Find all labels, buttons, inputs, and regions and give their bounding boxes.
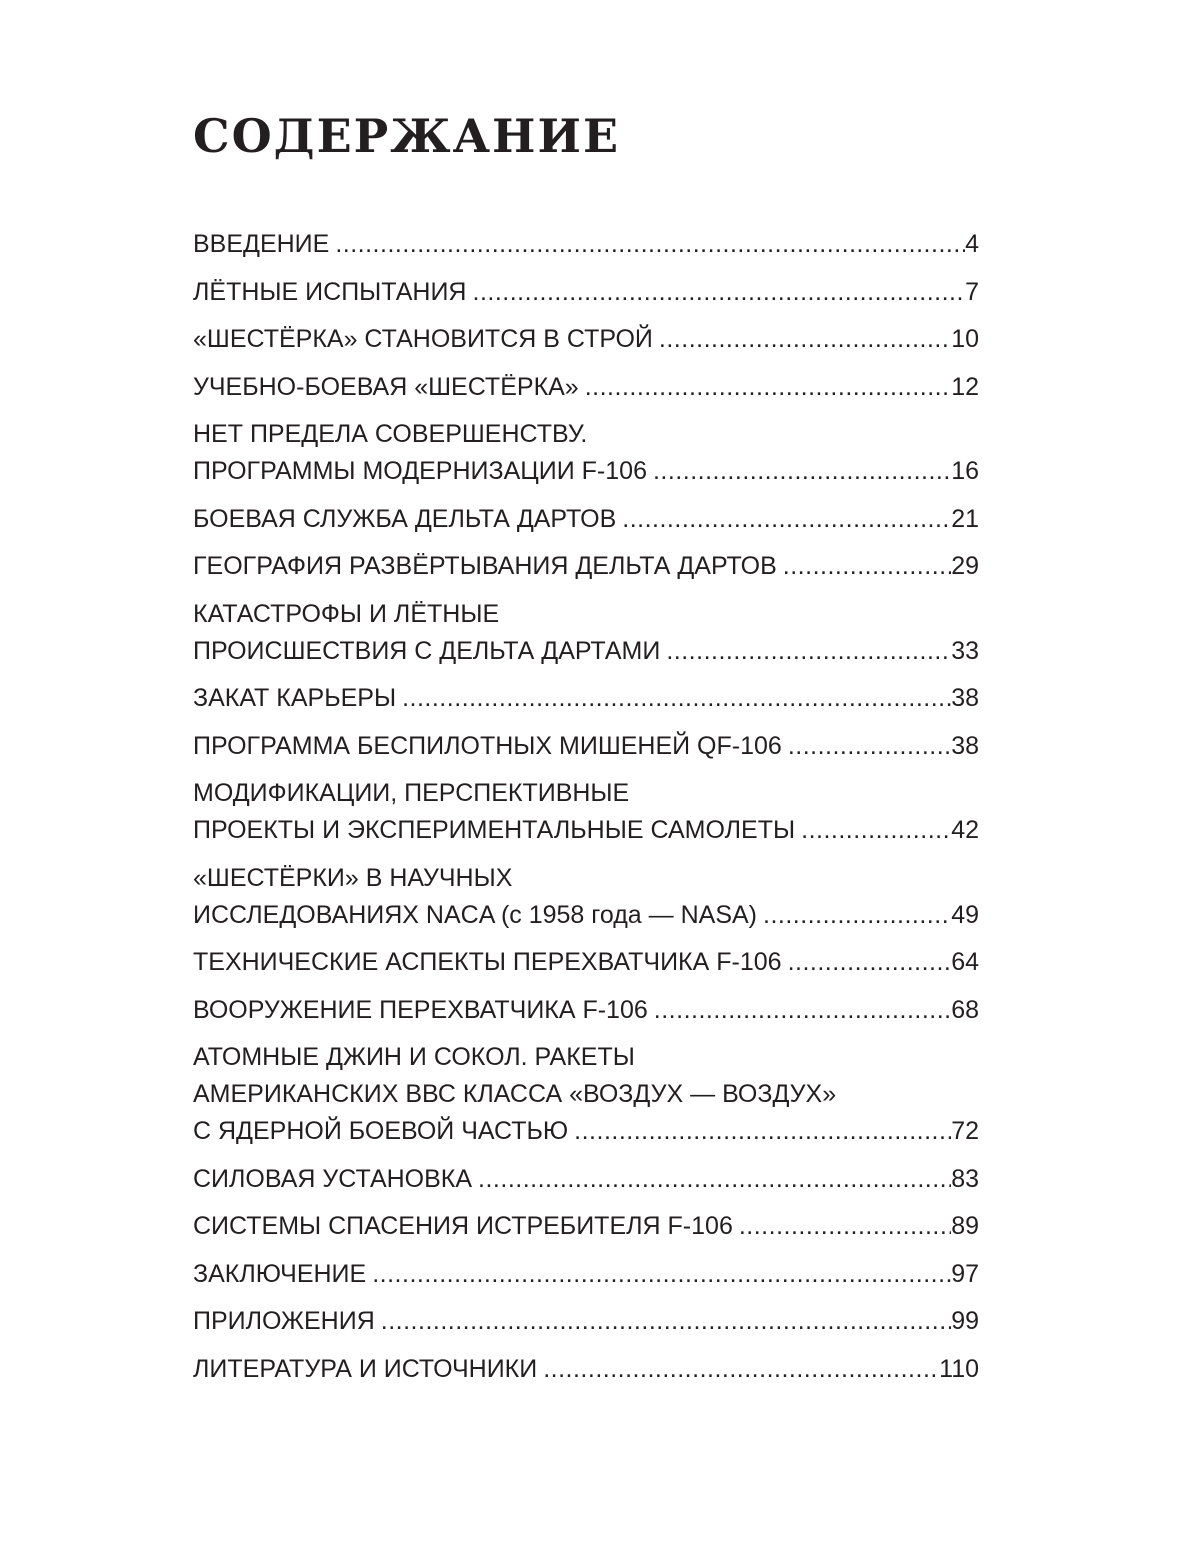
toc-entry-row bbox=[193, 226, 979, 263]
toc-entry-title: ПРОЕКТЫ И ЭКСПЕРИМЕНТАЛЬНЫЕ САМОЛЕТЫ bbox=[193, 816, 796, 844]
toc-entry-title: ВВЕДЕНИЕ bbox=[193, 230, 330, 258]
toc-entry-title: ПРОГРАММЫ МОДЕРНИЗАЦИИ F-106 bbox=[193, 457, 647, 485]
page-title: СОДЕРЖАНИЕ bbox=[193, 109, 621, 163]
dot-leader bbox=[666, 633, 951, 670]
table-of-contents bbox=[193, 226, 979, 1398]
dot-leader bbox=[659, 321, 951, 358]
toc-entry-row bbox=[193, 680, 979, 717]
toc-entry[interactable] bbox=[193, 680, 979, 717]
toc-entry-title: «ШЕСТЁРКА» СТАНОВИТСЯ В СТРОЙ bbox=[193, 325, 653, 353]
toc-entry-row bbox=[193, 992, 979, 1029]
toc-entry-row bbox=[193, 812, 979, 849]
toc-entry-title: С ЯДЕРНОЙ БОЕВОЙ ЧАСТЬЮ bbox=[193, 1117, 569, 1145]
toc-entry[interactable] bbox=[193, 321, 979, 358]
toc-entry[interactable] bbox=[193, 860, 979, 934]
toc-entry-title: БОЕВАЯ СЛУЖБА ДЕЛЬТА ДАРТОВ bbox=[193, 504, 617, 533]
toc-page-number: 49 bbox=[951, 900, 979, 929]
dot-leader bbox=[543, 1351, 939, 1388]
dot-leader bbox=[478, 1161, 951, 1198]
toc-entry[interactable] bbox=[193, 1161, 979, 1198]
toc-entry[interactable] bbox=[193, 1351, 979, 1388]
toc-entry-row bbox=[193, 633, 979, 670]
toc-page-number: 64 bbox=[951, 948, 979, 976]
toc-entry-row bbox=[193, 501, 979, 538]
toc-entry-row bbox=[193, 897, 979, 934]
toc-entry-title: ПРОГРАММА БЕСПИЛОТНЫХ МИШЕНЕЙ QF-106 bbox=[193, 731, 782, 760]
toc-entry[interactable] bbox=[193, 728, 979, 765]
dot-leader bbox=[473, 274, 966, 311]
toc-entry-title: ТЕХНИЧЕСКИЕ АСПЕКТЫ ПЕРЕХВАТЧИКА F-106 bbox=[193, 948, 782, 976]
toc-entry-title-line: КАТАСТРОФЫ И ЛЁТНЫЕ bbox=[193, 599, 500, 628]
toc-entry[interactable] bbox=[193, 416, 979, 490]
toc-entry[interactable] bbox=[193, 775, 979, 849]
toc-entry[interactable] bbox=[193, 501, 979, 538]
toc-entry[interactable] bbox=[193, 1256, 979, 1293]
toc-entry[interactable] bbox=[193, 1303, 979, 1340]
toc-page-number: 21 bbox=[951, 504, 979, 533]
toc-page-number: 68 bbox=[951, 995, 979, 1024]
toc-entry-row bbox=[193, 1161, 979, 1198]
toc-entry[interactable] bbox=[193, 1208, 979, 1245]
dot-leader bbox=[739, 1208, 951, 1245]
toc-entry[interactable] bbox=[193, 992, 979, 1029]
dot-leader bbox=[372, 1256, 951, 1293]
dot-leader bbox=[654, 992, 951, 1029]
toc-entry-title-line: АТОМНЫЕ ДЖИН И СОКОЛ. РАКЕТЫ bbox=[193, 1043, 635, 1071]
toc-entry-row bbox=[193, 453, 979, 490]
toc-entry[interactable] bbox=[193, 274, 979, 311]
toc-entry-row bbox=[193, 274, 979, 311]
toc-page-number: 7 bbox=[965, 277, 979, 306]
dot-leader bbox=[402, 680, 951, 717]
toc-entry-row bbox=[193, 369, 979, 406]
toc-page-number: 83 bbox=[951, 1164, 979, 1193]
toc-entry-row bbox=[193, 1303, 979, 1340]
dot-leader bbox=[381, 1303, 951, 1340]
toc-entry[interactable] bbox=[193, 596, 979, 670]
dot-leader bbox=[788, 728, 951, 765]
toc-entry-title-line: «ШЕСТЁРКИ» В НАУЧНЫХ bbox=[193, 863, 513, 892]
toc-entry-title: ВООРУЖЕНИЕ ПЕРЕХВАТЧИКА F-106 bbox=[193, 995, 648, 1024]
toc-entry-row bbox=[193, 1351, 979, 1388]
dot-leader bbox=[622, 501, 951, 538]
toc-entry-title-line: НЕТ ПРЕДЕЛА СОВЕРШЕНСТВУ. bbox=[193, 420, 588, 448]
toc-entry-row bbox=[193, 1113, 979, 1150]
dot-leader bbox=[801, 812, 951, 849]
dot-leader bbox=[763, 897, 951, 934]
toc-entry-title: ЗАКАТ КАРЬЕРЫ bbox=[193, 684, 397, 712]
toc-entry-row bbox=[193, 1208, 979, 1245]
toc-entry[interactable] bbox=[193, 944, 979, 981]
toc-page-number: 97 bbox=[951, 1259, 979, 1288]
toc-entry-title: УЧЕБНО-БОЕВАЯ «ШЕСТЁРКА» bbox=[193, 372, 579, 401]
toc-page-number: 33 bbox=[951, 636, 979, 665]
dot-leader bbox=[335, 226, 965, 263]
toc-page-number: 89 bbox=[951, 1212, 979, 1240]
toc-entry-title: СИЛОВАЯ УСТАНОВКА bbox=[193, 1164, 473, 1193]
toc-entry-title-line: МОДИФИКАЦИИ, ПЕРСПЕКТИВНЫЕ bbox=[193, 779, 630, 807]
dot-leader bbox=[783, 548, 951, 585]
toc-page-number: 99 bbox=[951, 1307, 979, 1335]
toc-entry-title: СИСТЕМЫ СПАСЕНИЯ ИСТРЕБИТЕЛЯ F-106 bbox=[193, 1212, 733, 1240]
toc-entry[interactable] bbox=[193, 369, 979, 406]
toc-entry[interactable] bbox=[193, 548, 979, 585]
toc-entry-row bbox=[193, 548, 979, 585]
toc-entry-row bbox=[193, 321, 979, 358]
toc-entry-title: ГЕОГРАФИЯ РАЗВЁРТЫВАНИЯ ДЕЛЬТА ДАРТОВ bbox=[193, 552, 777, 580]
toc-page-number: 110 bbox=[939, 1354, 979, 1383]
dot-leader bbox=[788, 944, 952, 981]
toc-entry-title: ЛИТЕРАТУРА И ИСТОЧНИКИ bbox=[193, 1354, 538, 1383]
toc-page-number: 38 bbox=[951, 684, 979, 712]
toc-entry[interactable] bbox=[193, 226, 979, 263]
toc-page-number: 12 bbox=[951, 372, 979, 401]
toc-entry-row bbox=[193, 728, 979, 765]
dot-leader bbox=[585, 369, 951, 406]
toc-page-number: 72 bbox=[951, 1117, 979, 1145]
dot-leader bbox=[574, 1113, 951, 1150]
toc-page-number: 42 bbox=[951, 816, 979, 844]
toc-entry-title: ЛЁТНЫЕ ИСПЫТАНИЯ bbox=[193, 277, 467, 306]
toc-page-number: 4 bbox=[965, 230, 979, 258]
toc-page-number: 38 bbox=[951, 731, 979, 760]
toc-entry-title: ЗАКЛЮЧЕНИЕ bbox=[193, 1259, 367, 1288]
toc-entry-title: ПРОИСШЕСТВИЯ С ДЕЛЬТА ДАРТАМИ bbox=[193, 636, 661, 665]
dot-leader bbox=[653, 453, 951, 490]
toc-page-number: 10 bbox=[951, 325, 979, 353]
toc-entry-title: ИССЛЕДОВАНИЯХ NACA (с 1958 года — NASA) bbox=[193, 900, 757, 929]
toc-entry-title: ПРИЛОЖЕНИЯ bbox=[193, 1307, 375, 1335]
toc-entry-title-line: АМЕРИКАНСКИХ ВВС КЛАССА «ВОЗДУХ — ВОЗДУХ» bbox=[193, 1080, 837, 1108]
toc-entry-row bbox=[193, 1256, 979, 1293]
toc-page-number: 29 bbox=[951, 552, 979, 580]
toc-entry[interactable] bbox=[193, 1039, 979, 1150]
toc-entry-row bbox=[193, 944, 979, 981]
toc-page-number: 16 bbox=[951, 457, 979, 485]
